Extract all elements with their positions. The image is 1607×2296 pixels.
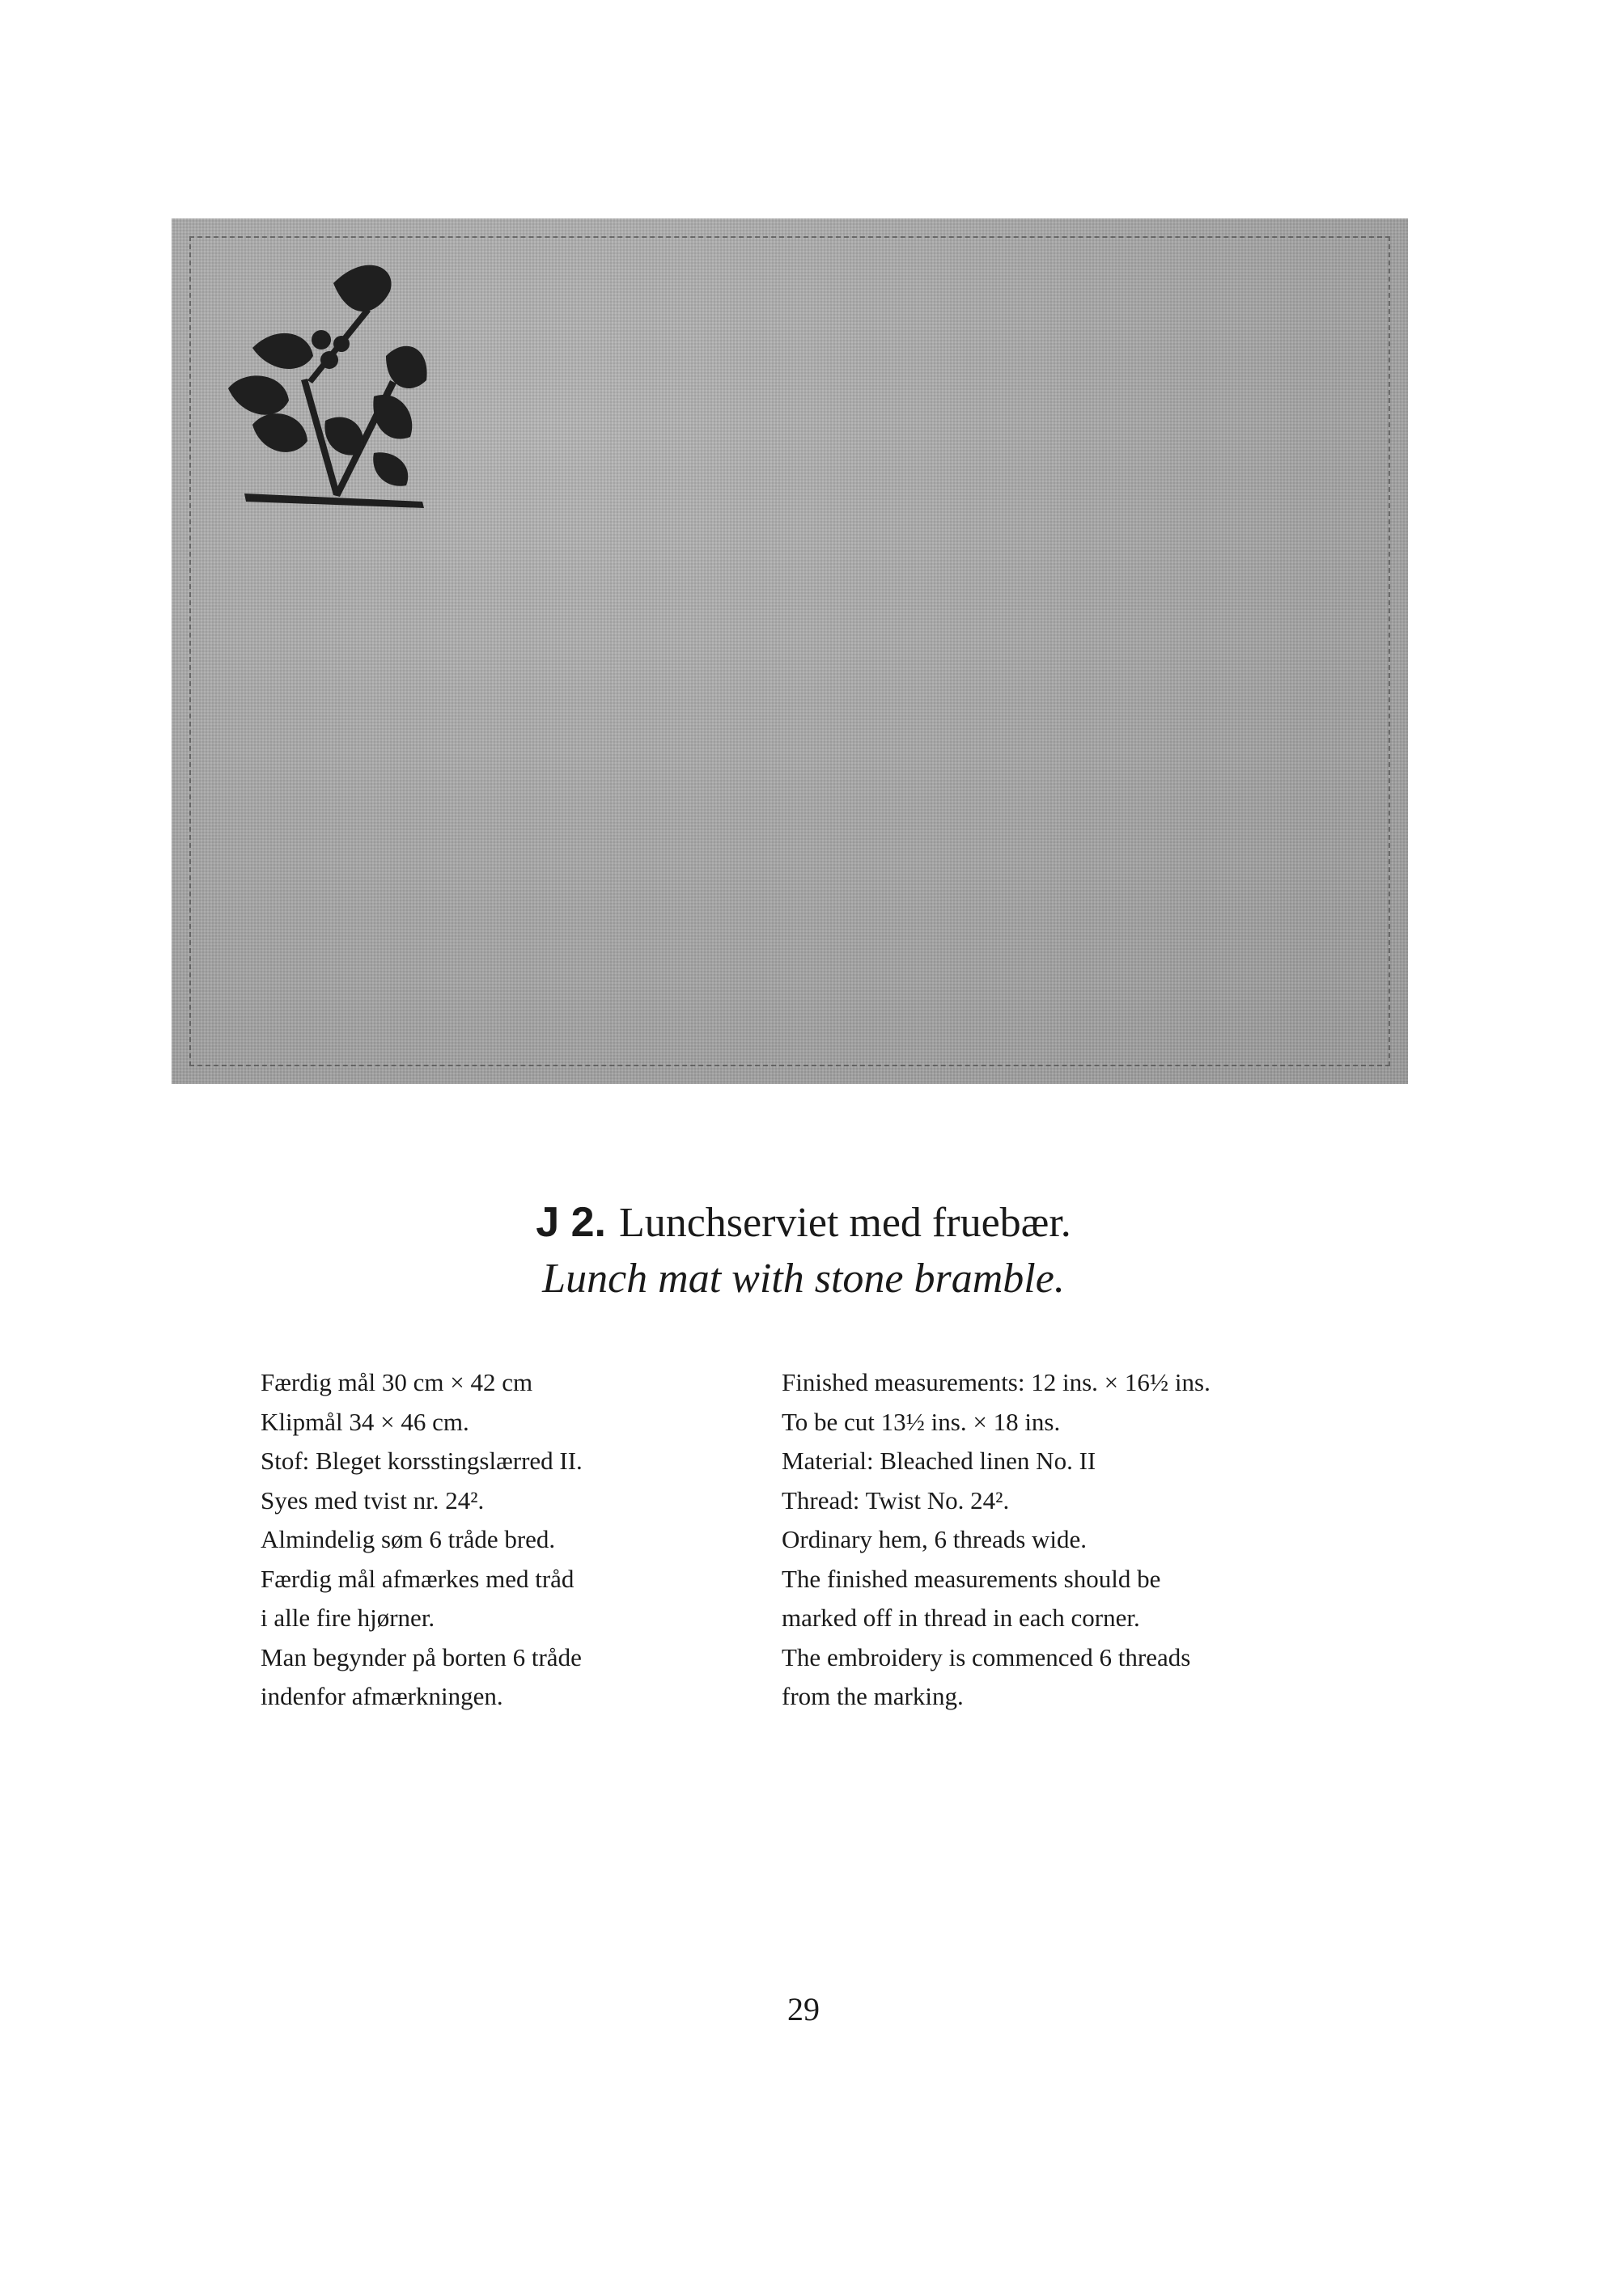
instruction-line: Ordinary hem, 6 threads wide. <box>782 1525 1088 1553</box>
instruction-line: Almindelig søm 6 tråde bred. <box>261 1525 556 1553</box>
instruction-line: Material: Bleached linen No. II <box>782 1447 1096 1475</box>
pattern-title <box>0 1197 1607 1248</box>
instruction-line: from the marking. <box>782 1682 964 1710</box>
instruction-line: Man begynder på borten 6 tråde <box>261 1642 582 1671</box>
instruction-line: Syes med tvist nr. 24². <box>261 1485 485 1514</box>
instruction-line: indenfor afmærkningen. <box>261 1682 503 1710</box>
instruction-line: Færdig mål 30 cm × 42 cm <box>261 1368 533 1396</box>
instruction-line: i alle fire hjørner. <box>261 1603 435 1632</box>
page-number: 29 <box>787 1991 820 2027</box>
pattern-code: J 2. <box>536 1199 606 1246</box>
instruction-line: The finished measurements should be <box>782 1564 1161 1593</box>
instruction-line: Finished measurements: 12 ins. × 16½ ins. <box>782 1368 1211 1396</box>
instruction-line: Thread: Twist No. 24². <box>782 1485 1010 1514</box>
title-danish: Lunchserviet med fruebær. <box>618 1200 1071 1246</box>
instruction-line: Klipmål 34 × 46 cm. <box>261 1407 469 1436</box>
instruction-line: Stof: Bleget korsstingslærred II. <box>261 1447 583 1475</box>
instruction-line: The embroidery is commenced 6 threads <box>782 1642 1191 1671</box>
instruction-line: marked off in thread in each corner. <box>782 1603 1140 1632</box>
lunch-mat-photo <box>172 218 1408 1084</box>
instruction-line: Færdig mål afmærkes med tråd <box>261 1564 575 1593</box>
instruction-line: To be cut 13½ ins. × 18 ins. <box>782 1407 1061 1436</box>
english-instructions <box>782 1363 1364 1717</box>
stone-bramble-embroidery <box>212 259 455 518</box>
title-english: Lunch mat with stone bramble. <box>542 1256 1065 1302</box>
danish-instructions <box>261 1363 730 1717</box>
